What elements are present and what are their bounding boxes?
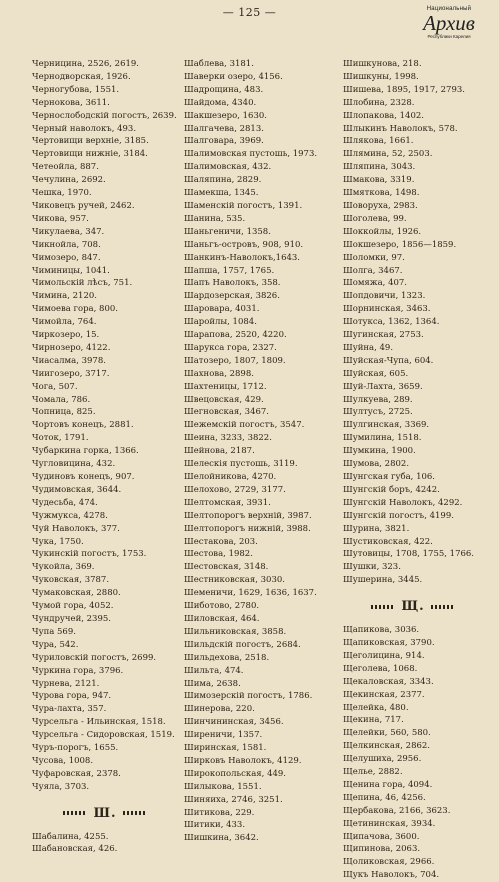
ornament-bar <box>431 605 455 609</box>
index-column-1 <box>32 58 178 856</box>
index-entry: Шаньгъ-островъ, 908, 910. <box>184 239 304 250</box>
index-entry: Щепина, 46, 4256. <box>343 792 426 803</box>
index-entry: Чуриловскій погостъ, 2699. <box>32 652 157 663</box>
index-entry: Чудесьба, 474. <box>32 497 98 508</box>
index-entry: Чурсельга - Ильинская, 1518. <box>32 717 166 728</box>
index-entry: Чернокова, 3611. <box>32 97 110 108</box>
index-entry: Шишкуны, 1998. <box>343 71 419 82</box>
index-entry: Шеина, 3233, 3822. <box>184 433 272 444</box>
index-entry: Шайдома, 4340. <box>184 97 257 108</box>
index-entry: Шулгинская, 3369. <box>343 420 430 431</box>
index-entry: Шумкина, 1900. <box>343 446 416 457</box>
index-entry: Шаровара, 4031. <box>184 304 260 315</box>
index-entry: Щеголицина, 914. <box>343 650 425 661</box>
index-entry: Шоломки, 97. <box>343 252 405 263</box>
index-entry: Шалимовская пустошь, 1973. <box>184 149 318 160</box>
index-entry: Чундручей, 2395. <box>32 613 111 624</box>
index-entry: Шильдехова, 2518. <box>184 652 270 663</box>
index-entry: Шежемскій погостъ, 3547. <box>184 420 305 431</box>
index-entry: Шултусъ, 2725. <box>343 407 413 418</box>
index-entry: Шабановская, 426. <box>32 844 118 855</box>
index-entry: Шестакова, 203. <box>184 536 258 547</box>
index-entry: Щелушиха, 2956. <box>343 754 422 765</box>
index-entry: Шорнинская, 3463. <box>343 304 431 315</box>
index-entry: Черный наволокъ, 493. <box>32 123 137 134</box>
index-entry: Шопдовичи, 1323. <box>343 291 426 302</box>
index-entry: Шотукса, 1362, 1364. <box>343 317 440 328</box>
index-entry: Шалимовская, 432. <box>184 162 272 173</box>
index-entry: Шутовицы, 1708, 1755, 1766. <box>343 549 475 560</box>
index-column-2 <box>184 58 337 845</box>
index-entry: Шишкина, 3642. <box>184 833 259 844</box>
index-entry: Шулкуева, 289. <box>343 394 413 405</box>
index-entry: Шлобина, 2328. <box>343 97 415 108</box>
index-entry: Чернослободскій погостъ, 2639. <box>32 110 177 121</box>
index-entry: Шелойникова, 4270. <box>184 472 277 482</box>
index-entry: Щекина, 717. <box>343 715 404 726</box>
index-entry: Чога, 507. <box>32 381 78 392</box>
index-entry: Чопница, 825. <box>32 407 96 418</box>
index-entry: Щетининская, 3934. <box>343 818 436 829</box>
index-entry: Щипачова, 3600. <box>343 831 420 842</box>
index-entry: Шалговара, 3969. <box>184 136 264 147</box>
index-entry: Шуйна, 49. <box>343 342 394 353</box>
index-entry: Шелтомская, 3931. <box>184 497 271 508</box>
index-entry: Шамекша, 1345. <box>184 188 259 199</box>
index-entry: Четеойла, 887. <box>32 162 99 173</box>
index-entry: Шаменскій погостъ, 1391. <box>184 200 303 211</box>
index-entry: Чертовищи нижніе, 3184. <box>32 149 148 160</box>
index-entry: Шунгская губа, 106. <box>343 472 435 482</box>
index-entry: Шаройлы, 1084. <box>184 317 257 328</box>
index-entry: Щенина гора, 4094. <box>343 779 433 790</box>
index-entry: Шунгскій боръ, 4242. <box>343 484 440 495</box>
index-entry: Чикулаева, 347. <box>32 226 105 237</box>
index-entry: Чужмукса, 4278. <box>32 510 108 521</box>
index-entry: Чиркозеро, 15. <box>32 330 100 341</box>
index-entry: Широкопольская, 449. <box>184 768 286 779</box>
index-entry: Шакшезеро, 1630. <box>184 110 267 121</box>
index-entry: Чудиновъ конецъ, 907. <box>32 472 135 482</box>
index-entry: Чумой гора, 4052. <box>32 601 114 612</box>
index-entry: Шильдскій погостъ, 2684. <box>184 639 301 650</box>
index-entry: Шадрощина, 483. <box>184 84 264 95</box>
index-entry: Шатозеро, 1807, 1809. <box>184 355 286 366</box>
index-entry: Шаньгеничи, 1358. <box>184 226 271 237</box>
index-entry: Чернодворская, 1926. <box>32 71 131 82</box>
index-entry: Шляпина, 3043. <box>343 162 416 173</box>
index-entry: Шардозерская, 3826. <box>184 291 280 302</box>
index-entry: Шмакова, 3319. <box>343 175 415 186</box>
index-entry: Щапиковская, 3790. <box>343 637 435 648</box>
index-entry: Шестова, 1982. <box>184 549 253 560</box>
index-entry: Чуковская, 3787. <box>32 575 110 586</box>
index-entry: Шокшезеро, 1856—1859. <box>343 239 457 250</box>
index-entry: Щербакова, 2166, 3623. <box>343 805 451 816</box>
index-entry: Шаверки озеро, 4156. <box>184 71 283 82</box>
index-entry: Шапъ Наволокъ, 358. <box>184 278 281 289</box>
index-entry: Ширковъ Наволокъ, 4129. <box>184 755 302 766</box>
index-entry: Чимоева гора, 800. <box>32 304 118 315</box>
index-entry: Чурова гора, 947. <box>32 691 112 702</box>
index-entry: Чуръ-порогъ, 1655. <box>32 743 119 754</box>
index-entry: Чугловицина, 432. <box>32 459 116 470</box>
index-entry: Шушерина, 3445. <box>343 575 423 586</box>
index-entry: Шильниковская, 3858. <box>184 626 287 637</box>
ornament-bar <box>63 811 87 815</box>
index-entry: Шегновская, 3467. <box>184 407 269 418</box>
section-letter: Ш. <box>93 805 117 821</box>
index-entry: Шапша, 1757, 1765. <box>184 265 275 276</box>
index-entry: Чиигозеро, 3717. <box>32 368 110 379</box>
ornament-bar <box>123 811 147 815</box>
index-entry: Шмяткова, 1498. <box>343 188 420 199</box>
index-entry: Шарукса гора, 2327. <box>184 342 277 353</box>
index-entry: Шахтеницы, 1712. <box>184 381 267 392</box>
index-entry: Шоккойлы, 1926. <box>343 226 422 237</box>
index-entry: Щекинская, 2377. <box>343 689 425 700</box>
index-entry: Шинчининская, 3456. <box>184 717 284 728</box>
index-entry: Черногубова, 1551. <box>32 84 120 95</box>
index-entry: Щеголева, 1068. <box>343 663 418 674</box>
index-entry: Чупа 569. <box>32 626 76 637</box>
index-entry: Чирнозеро, 4122. <box>32 342 111 353</box>
index-entry: Ширинская, 1581. <box>184 743 267 754</box>
index-entry: Щоликовская, 2966. <box>343 857 435 868</box>
index-entry: Шейнова, 2187. <box>184 446 255 457</box>
index-entry: Шитикова, 229. <box>184 807 255 818</box>
index-entry: Чукойла, 369. <box>32 562 95 573</box>
index-entry: Шунгскій Наволокъ, 4292. <box>343 497 463 508</box>
index-entry: Шелтопорогъ верхній, 3987. <box>184 510 312 521</box>
index-entry: Шильта, 474. <box>184 665 244 676</box>
index-entry: Чоток, 1791. <box>32 433 89 444</box>
index-entry: Чимина, 2120. <box>32 291 97 302</box>
index-entry: Шабалина, 4255. <box>32 831 109 842</box>
index-entry: Шишкунова, 218. <box>343 59 422 69</box>
index-entry: Чудимовская, 3644. <box>32 484 122 495</box>
index-entry: Чимойла, 764. <box>32 317 97 328</box>
index-entry: Чуркина гора, 3796. <box>32 665 124 676</box>
index-column-3 <box>343 58 483 882</box>
index-entry: Шалгачева, 2813. <box>184 123 264 134</box>
index-entry: Чимольскій лѣсъ, 751. <box>32 278 133 289</box>
index-entry: Шима, 2638. <box>184 678 241 689</box>
index-entry: Чурнева, 2121. <box>32 678 100 689</box>
logo-top-text: Национальный <box>426 6 472 12</box>
index-entry: Щипинова, 2063. <box>343 844 421 855</box>
index-entry: Черницина, 2526, 2619. <box>32 59 140 69</box>
index-entry: Шунгскій погостъ, 4199. <box>343 510 454 521</box>
index-entry: Шуйская-Чупа, 604. <box>343 355 434 366</box>
index-entry: Шитики, 433. <box>184 820 246 831</box>
index-entry: Шелохово, 2729, 3177. <box>184 484 286 495</box>
index-entry: Щелейка, 480. <box>343 702 409 713</box>
index-entry: Шустиковская, 422. <box>343 536 433 547</box>
index-entry: Щекаловская, 3343. <box>343 676 434 687</box>
index-entry: Щукъ Наволокъ, 704. <box>343 870 440 881</box>
index-entry: Чубаркина горка, 1366. <box>32 446 139 457</box>
index-entry: Чертовищи верхніе, 3185. <box>32 136 149 147</box>
index-entry: Чуфаровская, 2378. <box>32 768 121 779</box>
index-entry: Шлякова, 1661. <box>343 136 414 147</box>
index-entry: Шишева, 1895, 1917, 2793. <box>343 84 465 95</box>
index-entry: Шинерова, 220. <box>184 704 255 715</box>
index-entry: Шарапова, 2520, 4220. <box>184 330 287 341</box>
index-entry: Шиняиха, 2746, 3251. <box>184 794 283 805</box>
index-entry: Шахнова, 2898. <box>184 368 254 379</box>
index-entry: Шиловская, 464. <box>184 613 260 624</box>
index-entry: Щелейки, 560, 580. <box>343 728 431 739</box>
ornament-bar <box>371 605 395 609</box>
index-entry: Шумилина, 1518. <box>343 433 422 444</box>
index-entry: Шимозерскій погостъ, 1786. <box>184 691 313 702</box>
index-entry: Чечулина, 2692. <box>32 175 106 186</box>
index-entry: Шугинская, 2753. <box>343 330 424 341</box>
index-entry: Чусова, 1008. <box>32 755 94 766</box>
index-entry: Щелкинская, 2862. <box>343 741 431 752</box>
index-entry: Шуйская, 605. <box>343 368 409 379</box>
page-number: — 125 — <box>222 6 277 19</box>
section-letter-heading <box>343 601 483 614</box>
index-entry: Чимозеро, 847. <box>32 252 101 263</box>
logo-bottom-text: Республики Карелия <box>427 34 471 39</box>
index-entry: Шоворуха, 2983. <box>343 200 418 211</box>
index-entry: Шанина, 535. <box>184 213 246 224</box>
index-entry: Шомяжа, 407. <box>343 278 408 289</box>
index-entry: Шаблева, 3181. <box>184 59 254 69</box>
index-entry: Чомала, 786. <box>32 394 91 405</box>
index-entry: Шушки, 323. <box>343 562 401 573</box>
index-entry: Шиботово, 2780. <box>184 601 260 612</box>
index-entry: Шелтопорогъ нижній, 3988. <box>184 523 311 534</box>
index-entry: Шлопакова, 1402. <box>343 110 424 121</box>
index-entry: Щапикова, 3036. <box>343 625 420 636</box>
section-letter-heading <box>32 805 178 821</box>
index-entry: Шлямина, 52, 2503. <box>343 149 433 160</box>
index-entry: Чортовъ конецъ, 2881. <box>32 420 134 431</box>
index-entry: Шаляпина, 2829. <box>184 175 262 186</box>
index-entry: Чукинскій погостъ, 1753. <box>32 549 147 560</box>
index-entry: Чура, 542. <box>32 639 79 650</box>
index-entry: Чиковецъ ручей, 2462. <box>32 200 135 211</box>
index-entry: Шеменичи, 1629, 1636, 1637. <box>184 588 317 599</box>
index-entry: Чурсельга - Сидоровская, 1519. <box>32 730 175 741</box>
index-entry: Шлыкинъ Наволокъ, 578. <box>343 123 458 134</box>
index-entry: Чикова, 957. <box>32 213 89 224</box>
index-entry: Чура-лахта, 357. <box>32 704 107 715</box>
index-entry: Шоголева, 99. <box>343 213 407 224</box>
logo-main-text: Архив <box>423 11 475 35</box>
index-entry: Чиминицы, 1041. <box>32 265 110 276</box>
archive-logo <box>405 6 493 58</box>
index-entry: Швецовская, 429. <box>184 394 264 405</box>
index-entry: Шилыкова, 1551. <box>184 781 262 792</box>
index-entry: Чумаковская, 2880. <box>32 588 121 599</box>
section-letter: Щ. <box>401 599 425 615</box>
index-entry: Чуяла, 3703. <box>32 781 90 792</box>
index-entry: Шестниковская, 3030. <box>184 575 285 586</box>
index-entry: Ширеничи, 1357. <box>184 730 263 741</box>
index-entry: Шумова, 2802. <box>343 459 410 470</box>
index-entry: Чуй Наволокъ, 377. <box>32 523 120 534</box>
index-entry: Шестовская, 3148. <box>184 562 269 573</box>
index-entry: Шелескія пустошь, 3119. <box>184 459 298 470</box>
index-entry: Чикнойла, 708. <box>32 239 101 250</box>
index-entry: Чешка, 1970. <box>32 188 92 199</box>
index-entry: Щелье, 2882. <box>343 767 403 778</box>
index-entry: Шуй-Лахта, 3659. <box>343 381 423 392</box>
index-entry: Шанкинъ-Наволокъ,1643. <box>184 252 301 263</box>
index-entry: Шолга, 3467. <box>343 265 403 276</box>
index-entry: Чиасалма, 3978. <box>32 355 106 366</box>
index-entry: Шурина, 3821. <box>343 523 410 534</box>
index-entry: Чука, 1750. <box>32 536 84 547</box>
